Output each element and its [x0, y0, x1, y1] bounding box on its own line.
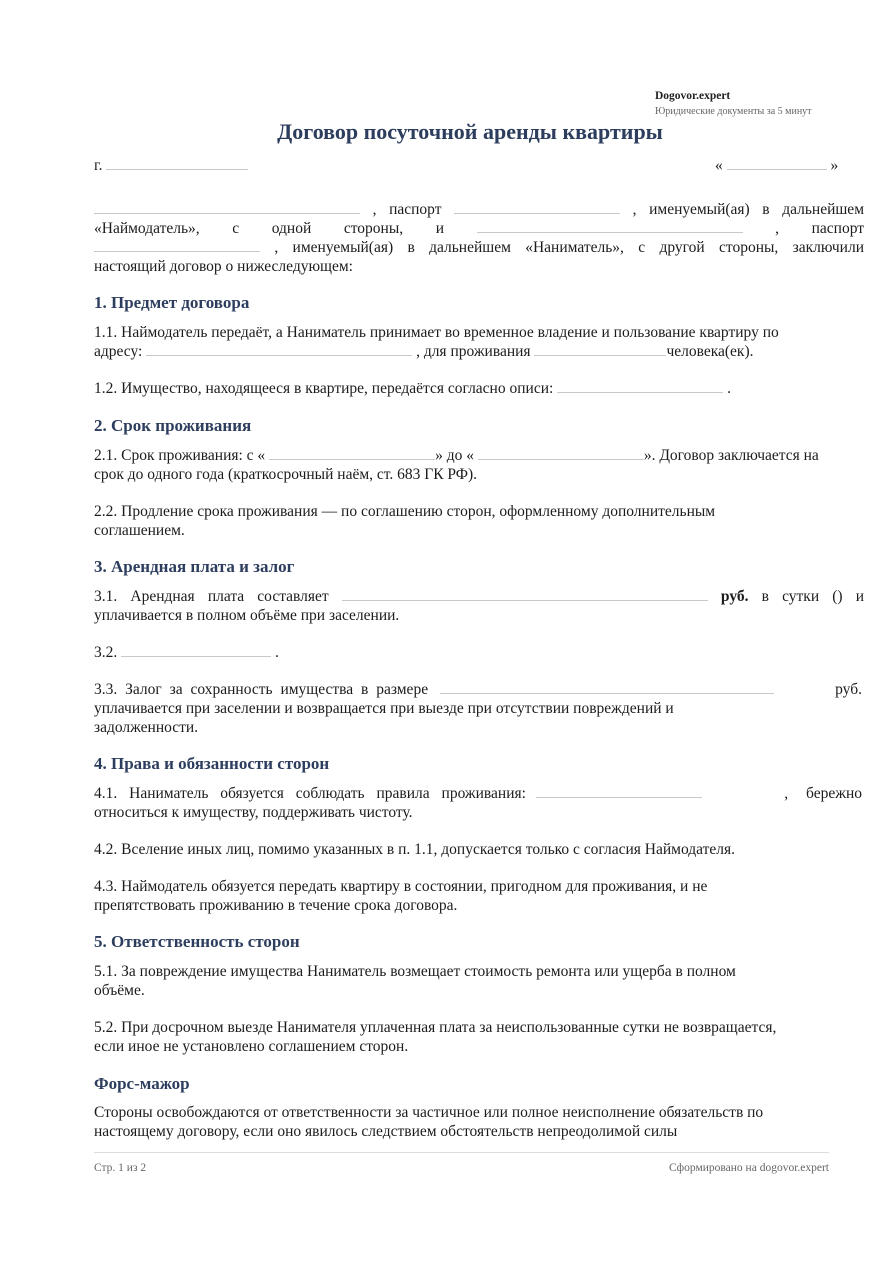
section-heading: Форс-мажор: [94, 1074, 190, 1093]
parties-closing: настоящий договор о нижеследующем:: [94, 258, 353, 275]
deposit-label: 3.3. Залог за сохранность имущества в размере: [94, 681, 429, 698]
word: Арендная: [130, 588, 195, 605]
clause-2-2: 2.2. Продление срока проживания — по соглашению сторон, оформленному дополнительным: [94, 503, 716, 520]
persons-label: , для проживания: [416, 343, 531, 360]
clause-4-2: 4.2. Вселение иных лиц, помимо указанных в п. 1.1, допускается только с согласия Наймодателя.: [94, 841, 736, 858]
city-prefix: г.: [94, 157, 103, 174]
clause-5-2: 5.2. При досрочном выезде Нанимателя уплаченная плата за неиспользованные сутки не возвращается,: [94, 1019, 777, 1036]
clause-1-1: 1.1. Наймодатель передаёт, а Наниматель принимает во временное владение и пользование квартиру по: [94, 324, 779, 341]
section-heading: 3. Арендная плата и залог: [94, 557, 295, 576]
word: (): [832, 588, 843, 605]
side-word: и: [435, 220, 445, 237]
named-label: , именуемый(ая) в дальнейшем: [632, 201, 864, 218]
side-word: с: [232, 220, 240, 237]
clause-2-1: [94, 446, 864, 465]
clause-2-2-cont: соглашением.: [94, 522, 185, 539]
deposit-amount-field[interactable]: [440, 680, 774, 694]
parties-line-2: [94, 219, 864, 238]
brand-tagline: Юридические документы за 5 минут: [655, 106, 812, 117]
passport-label: , паспорт: [775, 220, 865, 237]
word: в: [761, 588, 769, 605]
rent-currency: руб.: [720, 588, 749, 605]
clause-3-1: [94, 587, 864, 606]
clause-2-1-cont: срок до одного года (краткосрочный наём, ст. 683 ГК РФ).: [94, 466, 478, 483]
force-majeure-text-cont: настоящему договору, если оно явилось следствием обстоятельств непреодолимой силы: [94, 1123, 678, 1140]
word: и: [855, 588, 864, 605]
deposit-currency: руб.: [835, 681, 862, 698]
force-majeure-text: Стороны освобождаются от ответственности за частичное или полное неисполнение обязательств по: [94, 1104, 764, 1121]
word: составляет: [257, 588, 329, 605]
tenant-passport-field[interactable]: [94, 238, 260, 252]
rules-field[interactable]: [536, 784, 702, 798]
date-open-quote: «: [715, 157, 723, 174]
rules-rest: , бережно: [784, 785, 862, 802]
footer-divider: [94, 1152, 829, 1153]
clause-3-3: [94, 680, 864, 699]
clause-1-1-cont: [94, 342, 864, 361]
clause-3-2-field[interactable]: [121, 643, 271, 657]
inventory-field[interactable]: [557, 379, 723, 393]
section-heading: 2. Срок проживания: [94, 416, 252, 435]
rules-label: 4.1. Наниматель обязуется соблюдать правила проживания:: [94, 785, 526, 802]
landlord-name-field[interactable]: [94, 200, 360, 214]
persons-count-field[interactable]: [534, 342, 666, 356]
clause-4-1: [94, 784, 864, 803]
section-heading: 1. Предмет договора: [94, 293, 250, 312]
page-number: Стр. 1 из 2: [94, 1162, 147, 1174]
word: сутки: [782, 588, 820, 605]
date-group: [715, 156, 838, 175]
clause-4-3: 4.3. Наймодатель обязуется передать квартиру в состоянии, пригодном для проживания, и не: [94, 878, 708, 895]
inventory-label: 1.2. Имущество, находящееся в квартире, передаётся согласно описи:: [94, 380, 554, 397]
term-rest: ». Договор заключается на: [643, 447, 819, 464]
clause-5-2-cont: если иное не установлено соглашением сторон.: [94, 1038, 409, 1055]
landlord-term: «Наймодатель»,: [94, 220, 200, 237]
date-field[interactable]: [727, 156, 827, 170]
address-field[interactable]: [146, 342, 412, 356]
rent-amount-field[interactable]: [342, 587, 708, 601]
word: 3.1.: [94, 588, 118, 605]
parties-line-1: [94, 200, 864, 219]
passport-label: , паспорт: [372, 201, 442, 218]
clause-3-1-cont: уплачивается в полном объёме при заселении.: [94, 607, 400, 624]
generated-by: Сформировано на dogovor.expert: [669, 1162, 829, 1174]
term-from-field[interactable]: [269, 446, 435, 460]
document-title: Договор посуточной аренды квартиры: [277, 119, 663, 144]
parties-line-3: [94, 238, 864, 257]
named-label: , именуемый(ая) в дальнейшем «Наниматель», с другой стороны, заключили: [274, 239, 864, 256]
clause-3-3-cont: уплачивается при заселении и возвращается при выезде при отсутствии повреждений и: [94, 700, 674, 717]
brand-name: Dogovor.expert: [655, 90, 731, 102]
address-label: адресу:: [94, 343, 143, 360]
period: .: [727, 380, 731, 397]
word: плата: [207, 588, 245, 605]
persons-unit: человека(ек).: [666, 343, 754, 360]
city-field[interactable]: [106, 156, 248, 170]
brand-block: [655, 89, 812, 119]
section-heading: 4. Права и обязанности сторон: [94, 754, 330, 773]
side-word: стороны,: [343, 220, 404, 237]
clause-3-2: [94, 643, 864, 662]
period: .: [275, 644, 279, 661]
clause-5-1-cont: объёме.: [94, 982, 145, 999]
section-heading: 5. Ответственность сторон: [94, 932, 300, 951]
landlord-passport-field[interactable]: [454, 200, 620, 214]
term-from-label: 2.1. Срок проживания: с «: [94, 447, 266, 464]
date-close-quote: »: [830, 157, 839, 174]
clause-5-1: 5.1. За повреждение имущества Наниматель возмещает стоимость ремонта или ущерба в полном: [94, 963, 736, 980]
clause-4-1-cont: относиться к имуществу, поддерживать чистоту.: [94, 804, 413, 821]
tenant-name-field[interactable]: [477, 219, 743, 233]
clause-number: 3.2.: [94, 644, 118, 661]
term-to-field[interactable]: [478, 446, 644, 460]
clause-4-3-cont: препятствовать проживанию в течение срока договора.: [94, 897, 458, 914]
city-date-line: [94, 156, 864, 175]
term-to-label: » до «: [435, 447, 474, 464]
clause-3-3-cont2: задолженности.: [94, 719, 199, 736]
clause-1-2: [94, 379, 864, 398]
side-word: одной: [271, 220, 312, 237]
